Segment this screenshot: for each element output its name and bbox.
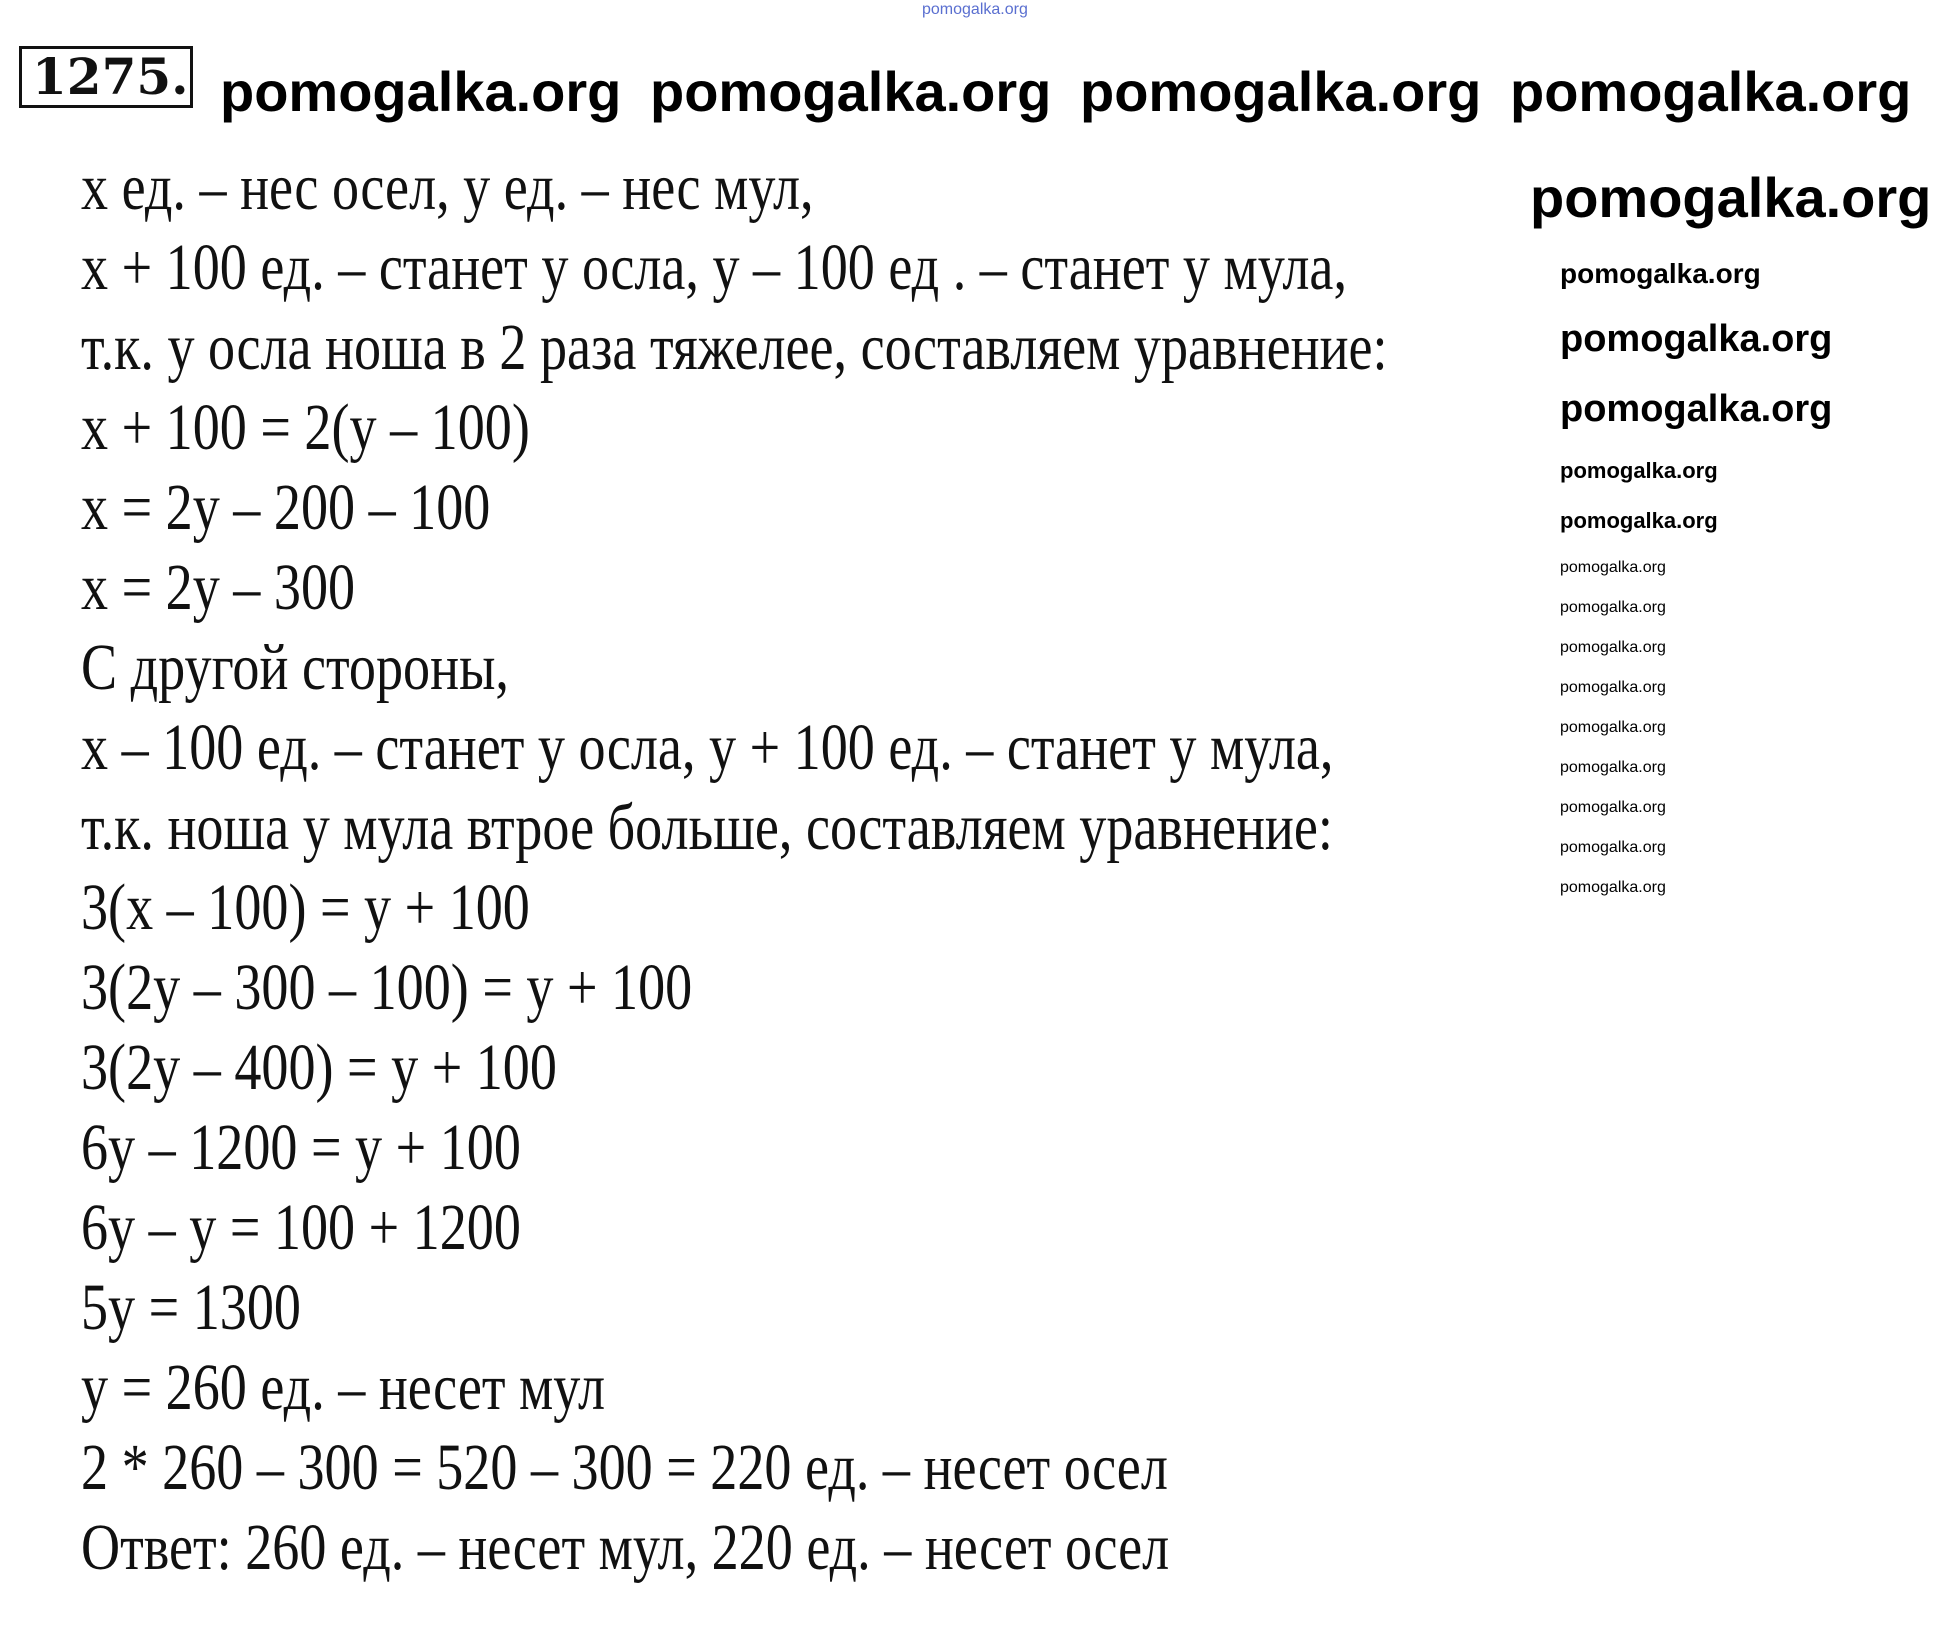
watermark: pomogalka.org: [1560, 759, 1666, 776]
watermark: pomogalka.org: [1560, 318, 1833, 360]
equation-line: 3(2y – 300 – 100) = y + 100: [81, 951, 693, 1024]
solution-text: [81, 148, 1674, 1588]
equation-line: 3(x – 100) = y + 100: [81, 871, 530, 944]
solution-line: т.к. у осла ноша в 2 раза тяжелее, составляем уравнение:: [81, 311, 1388, 384]
solution-line: т.к. ноша у мула втрое больше, составляем уравнение:: [81, 791, 1333, 864]
watermark: pomogalka.org: [1560, 639, 1666, 656]
watermark: pomogalka.org: [1560, 679, 1666, 696]
watermark: pomogalka.org: [1560, 458, 1718, 483]
equation-line: x = 2y – 300: [81, 551, 356, 624]
watermark: pomogalka.org: [1560, 799, 1666, 816]
equation-line: x + 100 = 2(y – 100): [81, 391, 530, 464]
watermark: pomogalka.org: [1530, 166, 1932, 229]
solution-line: y = 260 ед. – несет мул: [81, 1351, 606, 1424]
watermark: pomogalka.org: [1560, 719, 1666, 736]
watermark: pomogalka.org: [220, 60, 622, 123]
watermark: pomogalka.org: [1560, 388, 1833, 430]
watermark: pomogalka.org: [1560, 508, 1718, 533]
solution-line: x + 100 ед. – станет у осла, у – 100 ед . – станет у мула,: [81, 231, 1347, 304]
problem-number: 1275.: [19, 46, 193, 108]
equation-line: 6y – 1200 = y + 100: [81, 1111, 521, 1184]
watermark: pomogalka.org: [1080, 60, 1482, 123]
watermark: pomogalka.org: [1510, 60, 1912, 123]
equation-line: 3(2y – 400) = y + 100: [81, 1031, 557, 1104]
watermark: pomogalka.org: [1560, 559, 1666, 576]
equation-line: 5y = 1300: [81, 1271, 301, 1344]
solution-line: x – 100 ед. – станет у осла, у + 100 ед. – станет у мула,: [81, 711, 1334, 784]
solution-line: x ед. – нес осел, у ед. – нес мул,: [81, 151, 814, 224]
equation-line: 6y – y = 100 + 1200: [81, 1191, 521, 1264]
answer-line: Ответ: 260 ед. – несет мул, 220 ед. – несет осел: [81, 1511, 1170, 1584]
solution-line: С другой стороны,: [81, 631, 509, 704]
equation-line: x = 2y – 200 – 100: [81, 471, 491, 544]
watermark: pomogalka.org: [650, 60, 1052, 123]
watermark: pomogalka.org: [1560, 258, 1761, 289]
watermark: pomogalka.org: [1560, 599, 1666, 616]
watermark: pomogalka.org: [1560, 879, 1666, 896]
watermark: pomogalka.org: [1560, 839, 1666, 856]
watermark: pomogalka.org: [922, 1, 1028, 18]
solution-line: 2 * 260 – 300 = 520 – 300 = 220 ед. – несет осел: [81, 1431, 1168, 1504]
